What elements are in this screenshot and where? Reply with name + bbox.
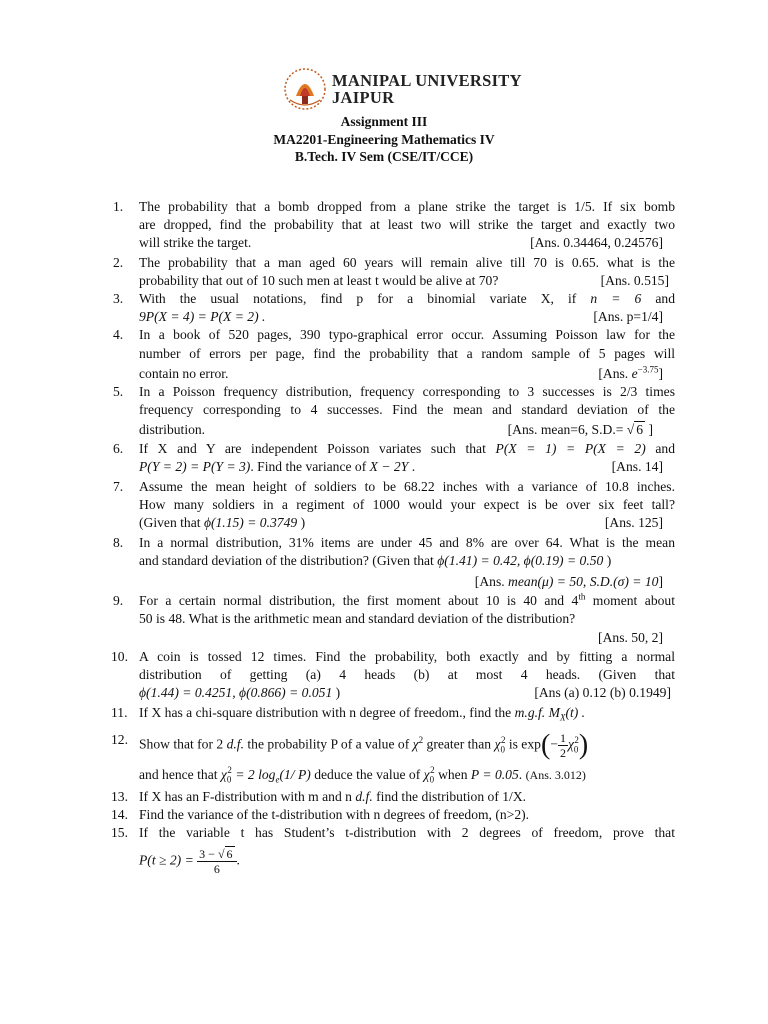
university-city: JAIPUR: [332, 88, 395, 107]
question-number: 7.: [113, 479, 124, 495]
question-text: distribution.: [139, 422, 206, 438]
question-text-part: (Given that: [139, 515, 201, 531]
question-text-part: .: [236, 852, 240, 868]
math-paren: (: [540, 729, 551, 761]
math-expression: e: [631, 365, 638, 381]
question-number: 2.: [113, 254, 124, 270]
question-text: [139, 592, 675, 610]
question-number: 13.: [111, 788, 128, 804]
answer: [475, 574, 663, 589]
question-text: The probability that a man aged 60 years will remain alive till 70 is 0.65. what is the: [139, 254, 675, 270]
answer: (Ans. 3.012): [525, 767, 586, 782]
fraction-numerator: 1: [559, 730, 566, 745]
question-text: Assume the mean height of soldiers to be 68.22 inches with a variance of 10.8 inches.: [139, 479, 675, 495]
math-exponent: 2: [500, 734, 506, 745]
math-expression: χ: [494, 736, 501, 752]
question-11: [113, 704, 675, 722]
question-14: [113, 806, 675, 824]
question-text: 50 is 48. What is the arithmetic mean and standard deviation of the distribution?: [139, 611, 576, 627]
math-expression: d.f.: [355, 788, 373, 804]
question-text-part: and: [655, 440, 676, 456]
question-text: Find the variance of the t-distribution with n degrees of freedom, (n>2).: [139, 807, 530, 823]
question-2: [113, 254, 675, 290]
question-text-part: If X has an F-distribution with m and n: [139, 788, 352, 804]
question-text-part: If X has a chi-square distribution with n degree of freedom., find the: [139, 705, 512, 721]
question-text-part: For a certain normal distribution, the first moment about 10 is 40 and 4: [139, 593, 579, 609]
question-text-part: If X and Y are independent Poisson variates such that: [139, 440, 486, 456]
answer: [Ans. 0.515]: [600, 272, 669, 288]
question-10: [113, 648, 675, 703]
question-number: 5.: [113, 384, 124, 400]
answer: [Ans. 125]: [604, 515, 663, 531]
math-expression: 9P(X = 4) = P(X = 2) .: [139, 309, 266, 325]
question-text: number of errors per page, find the probability that a random sample of 5 pages will: [139, 345, 675, 361]
math-fraction: [558, 731, 568, 760]
question-15: [113, 824, 675, 875]
question-text-part: ): [335, 685, 341, 701]
answer: [Ans (a) 0.12 (b) 0.1949]: [534, 685, 671, 701]
question-text-part: greater than: [426, 736, 492, 752]
question-text: [139, 290, 675, 308]
question-number: 8.: [113, 534, 124, 550]
question-5: [113, 383, 675, 440]
question-text: contain no error.: [139, 365, 229, 381]
question-text-part: ): [300, 515, 306, 531]
math-exponent: 2: [418, 734, 424, 745]
question-text: will strike the target.: [139, 235, 252, 251]
question-number: 12.: [111, 731, 128, 747]
question-number: 14.: [111, 807, 128, 823]
math-expression: m.g.f.: [514, 705, 546, 721]
question-text-part: and hence that: [139, 766, 218, 782]
fraction-denominator: 6: [213, 861, 220, 876]
question-1: [113, 198, 675, 253]
question-text-part: . Find the variance of: [250, 458, 367, 474]
answer: [Ans. 0.34464, 0.24576]: [530, 235, 663, 251]
answer-suffix: ]: [648, 422, 653, 438]
question-text-part: .: [411, 458, 416, 474]
question-text: are dropped, find the probability that at least two will strike the target and exactly two: [139, 217, 675, 233]
question-list: [113, 198, 675, 876]
fraction-numerator: 3 − √ 6: [197, 847, 236, 862]
question-text: If the variable t has Student’s t-distribution with 2 degrees of freedom, prove that: [139, 825, 675, 841]
math-expression: ϕ(1.15) = 0.3749: [203, 515, 298, 531]
math-subscript: 0: [500, 744, 505, 755]
question-text: A coin is tossed 12 times. Find the probability, both exactly and by fitting a normal: [139, 648, 675, 664]
document-titles: [0, 113, 768, 166]
question-number: 10.: [111, 648, 128, 664]
question-text: distribution of getting (a) 4 heads (b) at most 4 heads. (Given that: [139, 667, 675, 683]
course-title: MA2201-Engineering Mathematics IV: [273, 131, 495, 147]
question-text: [139, 440, 675, 458]
answer-suffix: ]: [658, 574, 663, 590]
question-text-part: .: [518, 766, 523, 782]
answer-prefix: [Ans. mean=6, S.D.=: [507, 422, 624, 438]
answer-prefix: [Ans.: [598, 365, 629, 381]
fraction-denominator: 2: [559, 745, 566, 760]
question-6: [113, 440, 675, 476]
question-9: [113, 592, 675, 647]
answer: [Ans. 14]: [611, 458, 663, 474]
question-3: [113, 290, 675, 326]
math-fraction: [197, 847, 236, 876]
math-expression: = 2 log: [235, 766, 276, 782]
math-expression: d.f.: [226, 736, 244, 752]
math-expression: ϕ(1.44) = 0.4251, ϕ(0.866) = 0.051: [139, 685, 333, 701]
question-4: [113, 326, 675, 383]
university-name: MANIPAL UNIVERSITY: [332, 71, 522, 90]
math-expression: (t) .: [565, 705, 586, 721]
question-text: In a normal distribution, 31% items are under 45 and 8% are over 64. What is the mean: [139, 534, 675, 550]
math-expression: ϕ(1.41) = 0.42, ϕ(0.19) = 0.50: [437, 552, 604, 568]
question-text-part: deduce the value of: [314, 766, 421, 782]
question-text-part: when: [438, 766, 468, 782]
question-number: 15.: [111, 825, 128, 841]
question-text: frequency corresponding to 4 successes. Find the mean and standard deviation of the: [139, 402, 675, 418]
assignment-title: Assignment III: [340, 114, 428, 129]
answer: [598, 365, 663, 383]
question-text-part: With the usual notations, find p for a binomial variate X, if: [139, 291, 577, 307]
math-subscript: X: [559, 713, 566, 724]
answer-suffix: ]: [658, 365, 663, 381]
question-text: In a Poisson frequency distribution, frequency corresponding to 3 successes is 2/3 times: [139, 384, 675, 400]
math-sqrt: 6: [226, 846, 233, 861]
question-text-part: moment about: [592, 593, 675, 609]
program-title: B.Tech. IV Sem (CSE/IT/CCE): [294, 149, 474, 164]
question-text-part: ): [606, 552, 612, 568]
numerator-part: 3 −: [199, 846, 215, 861]
math-expression: X − 2Y: [369, 458, 409, 474]
question-number: 6.: [113, 440, 124, 456]
question-12: 12. Show that for 2 d.f. the probability P of a value of $\chi^2$ greater than $\chi_0^2$ is exp(− $\frac{1}{2}$ $\chi_0^2$) and hence that $\chi_0^2 = 2$ $\log_e(1/$ P) deduce the value of $\chi_0^2$ when P = 0.05. (Ans. 3.012): [111, 729, 589, 785]
math-exponent: −3.75: [637, 364, 659, 375]
question-text-part: and: [655, 291, 676, 307]
ordinal-suffix: th: [578, 591, 586, 602]
university-emblem-icon: [282, 66, 328, 112]
math-expression: n = 6: [590, 291, 642, 307]
university-logo: [282, 66, 522, 112]
question-text: probability that out of 10 such men at least t would be alive at 70?: [139, 272, 499, 288]
question-text-part: Show that for 2: [139, 736, 224, 752]
math-expression: P(X = 1) = P(X = 2): [495, 440, 646, 456]
question-text-part: the probability P of a value of: [247, 736, 410, 752]
math-expression: χ: [412, 736, 419, 752]
math-expression: mean(μ) = 50, S.D.(σ) = 10: [508, 574, 659, 590]
math-subscript: e: [275, 774, 280, 785]
question-7: [113, 478, 675, 533]
question-number: 1.: [113, 199, 124, 214]
math-expression: (1/ P): [279, 766, 311, 782]
math-sqrt: 6: [636, 422, 644, 438]
question-text: The probability that a bomb dropped from a plane strike the target is 1/5. If six bomb: [139, 199, 675, 214]
math-expression: P = 0.05: [470, 766, 519, 782]
question-8: [113, 534, 675, 592]
answer: [Ans. mean=6, S.D.= √ 6 ]: [507, 422, 653, 438]
question-13: [113, 788, 675, 806]
question-text: How many soldiers in a regiment of 1000 would your expect is be over six feet tall?: [139, 497, 675, 513]
question-text-part: is exp: [508, 736, 541, 752]
question-number: 4.: [113, 327, 124, 343]
math-paren: ): [578, 729, 589, 761]
question-text-part: find the distribution of 1/X.: [376, 788, 527, 804]
question-text: In a book of 520 pages, 390 typo-graphical error occur. Assuming Poisson law for the: [139, 327, 675, 343]
answer-prefix: [Ans.: [474, 574, 505, 590]
answer: [Ans. p=1/4]: [593, 309, 663, 325]
question-text-part: and standard deviation of the distribution? (Given that: [139, 552, 434, 568]
question-number: 11.: [111, 705, 128, 721]
math-expression: P(t ≥ 2) =: [139, 852, 194, 868]
question-number: 3.: [113, 291, 124, 307]
question-number: 9.: [113, 593, 124, 609]
math-expression: M: [548, 705, 560, 721]
math-expression: P(Y = 2) = P(Y = 3): [139, 458, 251, 474]
answer: [Ans. 50, 2]: [598, 629, 663, 645]
